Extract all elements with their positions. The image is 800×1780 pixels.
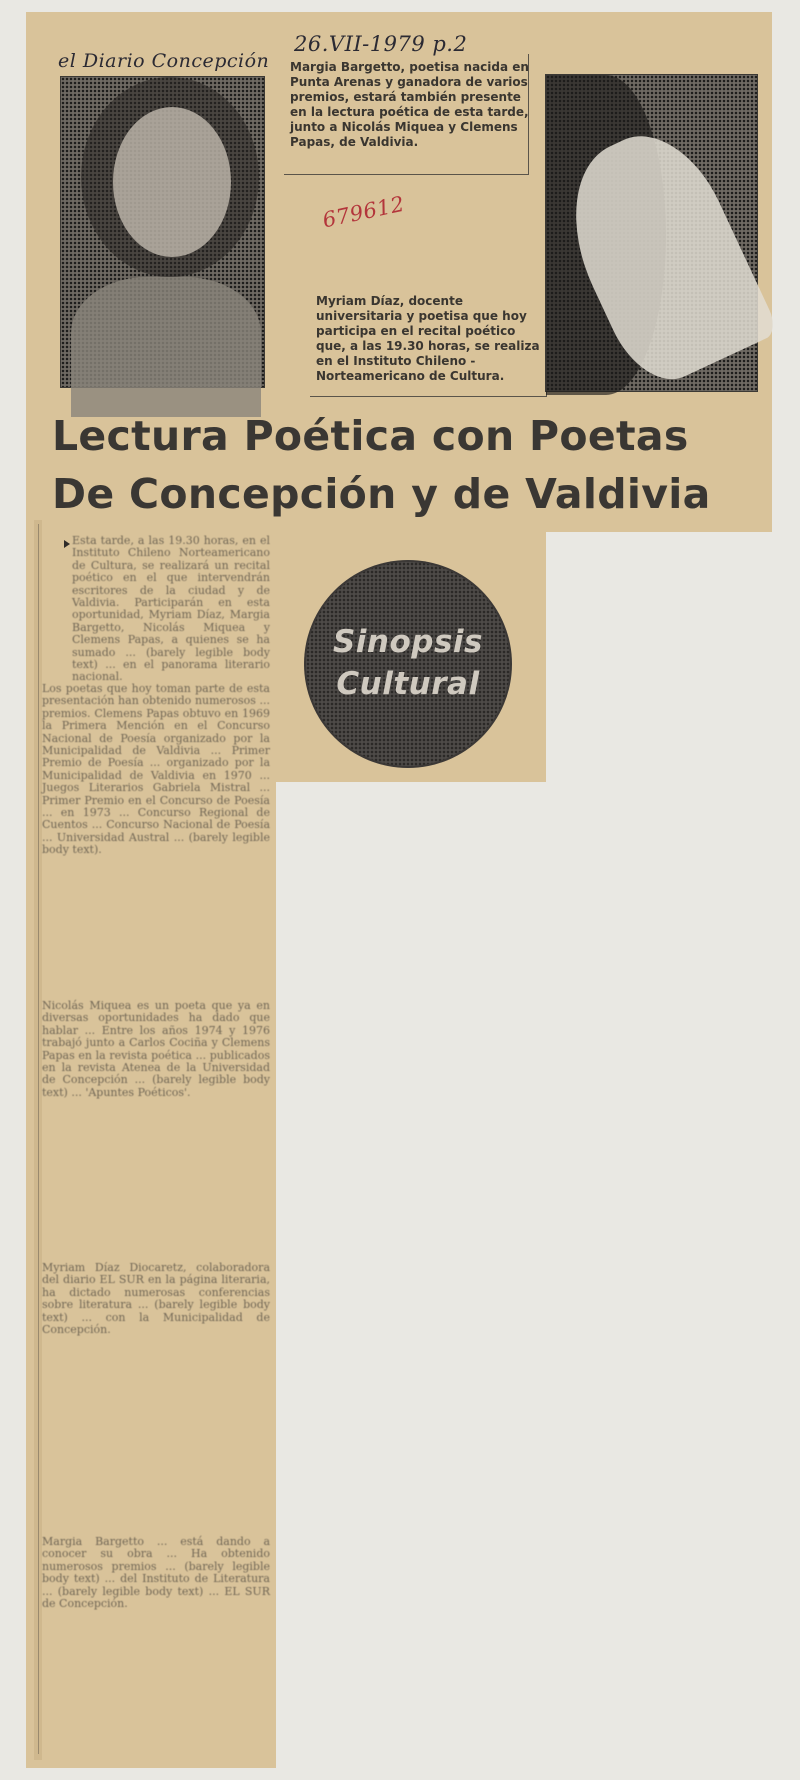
- handwritten-date: 26.VII-1979 p.2: [294, 32, 468, 56]
- portrait-photo-myriam-diaz: [545, 74, 758, 392]
- article-paragraph-2: Los poetas que hoy toman parte de esta presentación han obtenido numerosos ... premios. Clemens Papas obtuvo en 1969 la Primera Mención en el Concurso Nacional de Poesía organizado por la Municipalidad de Valdivia ... Primer Premio de Poesía ... organizado por la Municipalidad de Valdivia en 1970 ... Juegos Literarios Gabriela Mistral ... Primer Premio en el Concurso de Poesía ... en 1973 ... Concurso Regional de Cuentos ... Concurso Nacional de Poesía ... Universidad Austral ... (barely legible body text).: [42, 682, 270, 857]
- headline-line-1: Lectura Poética con Poetas: [52, 412, 689, 460]
- sinopsis-cultural-badge: [306, 562, 510, 766]
- photo-caption-top: Margia Bargetto, poetisa nacida en Punta Arenas y ganadora de varios premios, estará también presente en la lectura poética de esta tarde, junto a Nicolás Miquea y Clemens Papas, de Valdivia.: [290, 60, 529, 149]
- article-paragraph-5: Margia Bargetto ... está dando a conocer su obra ... Ha obtenido numerosos premios ... (barely legible body text) ... del Instituto de Literatura ... (barely legible body text) ... EL SUR de Concepción.: [42, 1535, 270, 1611]
- badge-line-1: Sinopsis: [332, 624, 484, 660]
- badge-line-2: Cultural: [336, 666, 480, 702]
- article-paragraph-4: Myriam Díaz Diocaretz, colaboradora del diario EL SUR en la página literaria, ha dictado numerosas conferencias sobre literatura ... (barely legible body text) ... con la Municipalidad de Concepción.: [42, 1261, 270, 1337]
- article-paragraph-3: Nicolás Miquea es un poeta que ya en diversas oportunidades ha dado que hablar ... Entre los años 1974 y 1976 trabajó junto a Carlos Cociña y Clemens Papas en la revista poética ... publicados en la revista Atenea de la Universidad de Concepción ... (barely legible body text) ... 'Apuntes Poéticos'.: [42, 999, 270, 1099]
- article-paragraph-1: Esta tarde, a las 19.30 horas, en el Instituto Chileno Norteamericano de Cultura, se realizará un recital poético en el que intervendrán escritores de la ciudad y de Valdivia. Participarán en esta oportunidad, Myriam Díaz, Margia Bargetto, Nicolás Miquea y Clemens Papas, a quienes se ha sumado ... (barely legible body text) ... en el panorama literario nacional.: [72, 534, 270, 684]
- handwritten-source: el Diario Concepción: [58, 50, 270, 72]
- portrait-photo-margia-bargetto: [60, 76, 265, 388]
- headline-line-2: De Concepción y de Valdivia: [52, 470, 711, 518]
- photo-caption-bottom: Myriam Díaz, docente universitaria y poetisa que hoy participa en el recital poético que, a las 19.30 horas, se realiza en el Instituto Chileno - Norteamericano de Cultura.: [316, 294, 540, 383]
- handwritten-archive-code: 679612: [320, 191, 407, 233]
- gutter-rule: [38, 524, 39, 1754]
